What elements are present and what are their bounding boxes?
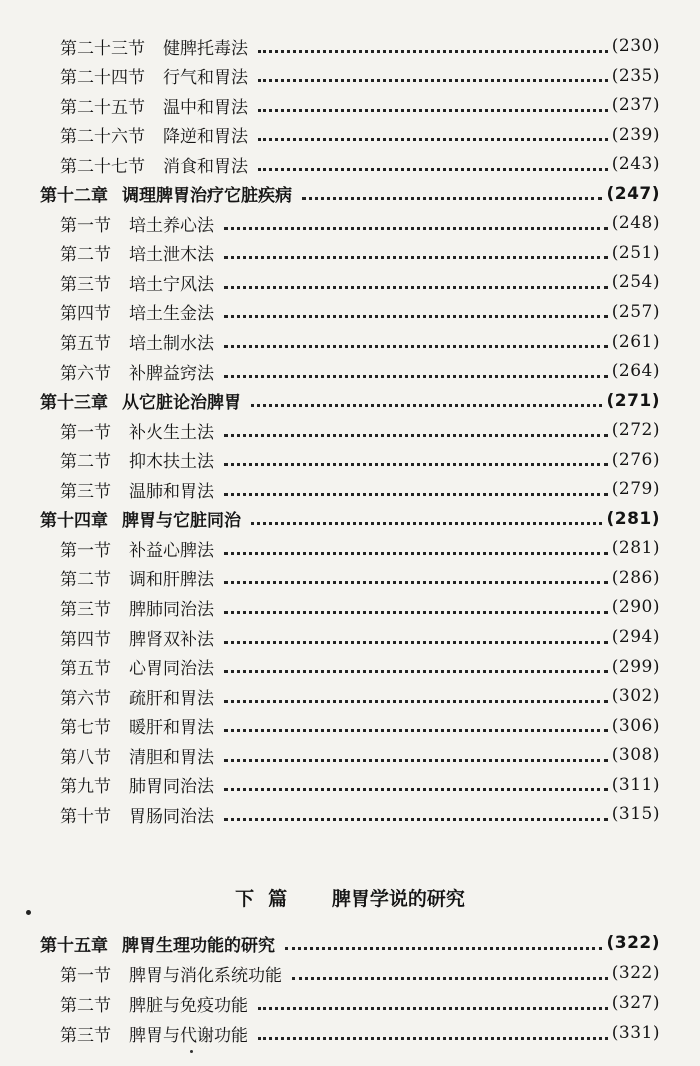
toc-entry-title: 脾胃与它脏同治 <box>122 511 241 532</box>
toc-page-number: (279) <box>611 479 660 500</box>
toc-page-number: (272) <box>611 420 660 441</box>
toc-entry-number: 第五节 <box>60 334 111 354</box>
toc-page-number: (322) <box>611 963 660 983</box>
toc-section-row <box>0 622 700 652</box>
toc-chapter-row <box>0 179 700 209</box>
toc-page-number: (276) <box>611 449 660 470</box>
dot-leader <box>224 286 608 289</box>
dot-leader <box>224 375 608 378</box>
toc-chapter-row <box>0 928 700 958</box>
toc-entry-number: 第八节 <box>60 747 111 768</box>
toc-section-row <box>0 61 700 91</box>
toc-entry-title: 清胆和胃法 <box>129 747 214 768</box>
dot-leader <box>224 493 608 496</box>
toc-entry-title: 降逆和胃法 <box>163 127 248 148</box>
toc-entry-number: 第二十四节 <box>60 68 145 89</box>
toc-section-row <box>0 740 700 770</box>
toc-page-number: (239) <box>611 124 660 145</box>
toc-page-number: (235) <box>611 65 660 86</box>
toc-section-row <box>0 356 700 386</box>
toc-entry-number: 第一节 <box>60 540 111 561</box>
dot-leader <box>224 552 608 555</box>
toc-section-row <box>0 1018 700 1048</box>
dot-leader <box>224 345 608 348</box>
toc-section-row <box>0 149 700 179</box>
toc-section-row <box>0 563 700 593</box>
dot-leader <box>224 670 608 673</box>
toc-page-number: (281) <box>611 538 660 559</box>
toc-entry-title: 温中和胃法 <box>163 97 248 118</box>
toc-page-number: (294) <box>611 627 660 647</box>
dot-leader <box>258 1007 608 1010</box>
toc-section-row <box>0 267 700 297</box>
toc-entry-title: 脾肾双补法 <box>129 629 214 650</box>
toc-entry-title: 补脾益窍法 <box>129 363 214 384</box>
toc-entry-number: 第一节 <box>60 422 111 443</box>
toc-entry-number: 第十三章 <box>40 393 108 414</box>
toc-page-number: (315) <box>611 804 660 825</box>
toc-page-number: (251) <box>611 242 660 263</box>
dot-leader <box>292 977 608 980</box>
toc-entry-title: 肺胃同治法 <box>129 777 214 798</box>
toc-entry-number: 第二十七节 <box>60 156 145 177</box>
toc-entry-number: 第十四章 <box>40 511 108 532</box>
dot-leader <box>224 641 608 644</box>
dot-leader <box>251 522 602 525</box>
toc-entry-title: 脾胃与代谢功能 <box>129 1025 248 1046</box>
dot-leader <box>224 788 608 791</box>
toc-entry-number: 第三节 <box>60 274 111 295</box>
toc-page-number: (286) <box>611 567 660 588</box>
toc-entry-number: 第二节 <box>60 452 111 473</box>
toc-entry-title: 补益心脾法 <box>129 540 214 561</box>
toc-entry-title: 疏肝和胃法 <box>129 688 214 709</box>
dot-leader <box>224 818 608 821</box>
toc-entry-number: 第十五章 <box>40 935 108 956</box>
toc-page-number: (281) <box>606 508 660 529</box>
toc-entry-number: 第四节 <box>60 304 111 325</box>
dot-leader <box>224 581 608 584</box>
toc-chapter-row <box>0 386 700 416</box>
dot-leader <box>224 227 608 230</box>
toc-entry-title: 胃肠同治法 <box>129 806 214 827</box>
toc-section-row <box>0 474 700 504</box>
toc-entry-title: 健脾托毒法 <box>163 38 248 59</box>
dot-leader <box>302 197 602 200</box>
toc-section-row <box>0 297 700 327</box>
toc-entry-title: 调理脾胃治疗它脏疾病 <box>122 186 292 207</box>
toc-page-number: (247) <box>606 183 660 204</box>
toc-section-row <box>0 711 700 741</box>
dot-leader <box>224 463 608 466</box>
toc-page-number: (327) <box>611 993 660 1013</box>
toc-entry-number: 第九节 <box>60 777 111 798</box>
toc-entry-title: 暖肝和胃法 <box>129 718 214 739</box>
toc-page-number: (322) <box>606 933 660 953</box>
toc-entry-title: 培土宁风法 <box>129 274 214 295</box>
toc-entry-title: 温肺和胃法 <box>129 481 214 502</box>
dot-leader <box>224 611 608 614</box>
toc-entry-number: 第七节 <box>60 718 111 739</box>
toc-section-row <box>0 988 700 1018</box>
toc-entry-title: 行气和胃法 <box>163 68 248 89</box>
part-heading <box>0 884 700 918</box>
toc-entry-number: 第二十三节 <box>60 38 145 59</box>
dot-leader <box>258 138 608 141</box>
toc-entry-title: 抑木扶土法 <box>129 452 214 473</box>
toc-entry-number: 第三节 <box>60 1025 111 1046</box>
toc-entry-number: 第五节 <box>60 659 111 680</box>
toc-section-row <box>0 415 700 445</box>
dot-leader <box>251 404 602 407</box>
dot-leader <box>224 315 608 318</box>
dot-leader <box>224 256 608 259</box>
toc-entry-number: 第二十六节 <box>60 127 145 148</box>
toc-entry-number: 第二节 <box>60 570 111 591</box>
dot-leader <box>224 700 608 703</box>
ink-dot <box>190 1050 193 1053</box>
toc-page-number: (254) <box>611 272 660 293</box>
toc-page-number: (230) <box>611 36 660 56</box>
toc-entry-number: 第十节 <box>60 806 111 827</box>
toc-page-number: (290) <box>611 597 660 618</box>
toc-entry-title: 调和肝脾法 <box>129 570 214 591</box>
toc-page-number: (264) <box>611 361 660 382</box>
toc-entry-title: 补火生土法 <box>129 422 214 443</box>
toc-entry-title: 从它脏论治脾胃 <box>122 393 241 414</box>
dot-leader <box>258 168 608 171</box>
toc-entry-number: 第二节 <box>60 245 111 266</box>
dot-leader <box>285 947 602 950</box>
dot-leader <box>224 759 608 762</box>
toc-chapter-row <box>0 504 700 534</box>
toc-page-number: (248) <box>611 213 660 234</box>
toc-entry-number: 第三节 <box>60 481 111 502</box>
toc-entry-number: 第二十五节 <box>60 97 145 118</box>
toc-section-row <box>0 208 700 238</box>
toc-page-number: (257) <box>611 301 660 322</box>
toc-page-number: (306) <box>611 715 660 736</box>
toc-section-row <box>0 238 700 268</box>
toc-entry-number: 第一节 <box>60 215 111 236</box>
toc-entry-number: 第六节 <box>60 688 111 709</box>
toc-page-number: (308) <box>611 745 660 766</box>
toc-entry-title: 脾胃与消化系统功能 <box>129 965 282 986</box>
toc-entry-title: 脾胃生理功能的研究 <box>122 935 275 956</box>
toc-page-number: (237) <box>611 95 660 116</box>
dot-leader <box>258 50 608 53</box>
toc-section-row <box>0 31 700 61</box>
dot-leader <box>258 79 608 82</box>
part-title: 脾胃学说的研究 <box>331 888 465 910</box>
toc-entry-number: 第六节 <box>60 363 111 384</box>
toc-section-row <box>0 770 700 800</box>
dot-leader <box>258 109 608 112</box>
toc-section-row <box>0 652 700 682</box>
dot-leader <box>258 1037 608 1040</box>
toc-entry-title: 培土养心法 <box>129 215 214 236</box>
toc-entry-title: 脾脏与免疫功能 <box>129 995 248 1016</box>
toc-entry-title: 培土生金法 <box>129 304 214 325</box>
toc-entry-number: 第四节 <box>60 629 111 650</box>
toc-section-row <box>0 592 700 622</box>
toc-section-row <box>0 90 700 120</box>
dot-leader <box>224 434 608 437</box>
toc-entry-number: 第十二章 <box>40 186 108 207</box>
toc-page-number: (261) <box>611 331 660 352</box>
ink-dot <box>26 910 31 915</box>
toc-section-row <box>0 445 700 475</box>
toc-entry-number: 第三节 <box>60 599 111 620</box>
toc-entry-title: 消食和胃法 <box>163 156 248 177</box>
toc-page-number: (243) <box>611 154 660 175</box>
toc-page-number: (271) <box>606 390 660 411</box>
toc-entry-number: 第二节 <box>60 995 111 1016</box>
toc-section-row <box>0 799 700 829</box>
toc-page-number: (302) <box>611 686 660 707</box>
toc-section-row <box>0 958 700 988</box>
part-label: 下篇 <box>235 888 302 910</box>
toc-entry-title: 培土泄木法 <box>129 245 214 266</box>
toc-entry-title: 心胃同治法 <box>129 659 214 680</box>
toc-entry-title: 脾肺同治法 <box>129 599 214 620</box>
toc-page-number: (311) <box>611 774 660 795</box>
dot-leader <box>224 729 608 732</box>
toc-section-row <box>0 327 700 357</box>
toc-section-row <box>0 681 700 711</box>
toc-section-row <box>0 120 700 150</box>
toc-entry-number: 第一节 <box>60 965 111 986</box>
toc-section-row <box>0 533 700 563</box>
toc-page-number: (299) <box>611 656 660 677</box>
toc-entry-title: 培土制水法 <box>129 334 214 354</box>
toc-page-number: (331) <box>611 1023 660 1043</box>
